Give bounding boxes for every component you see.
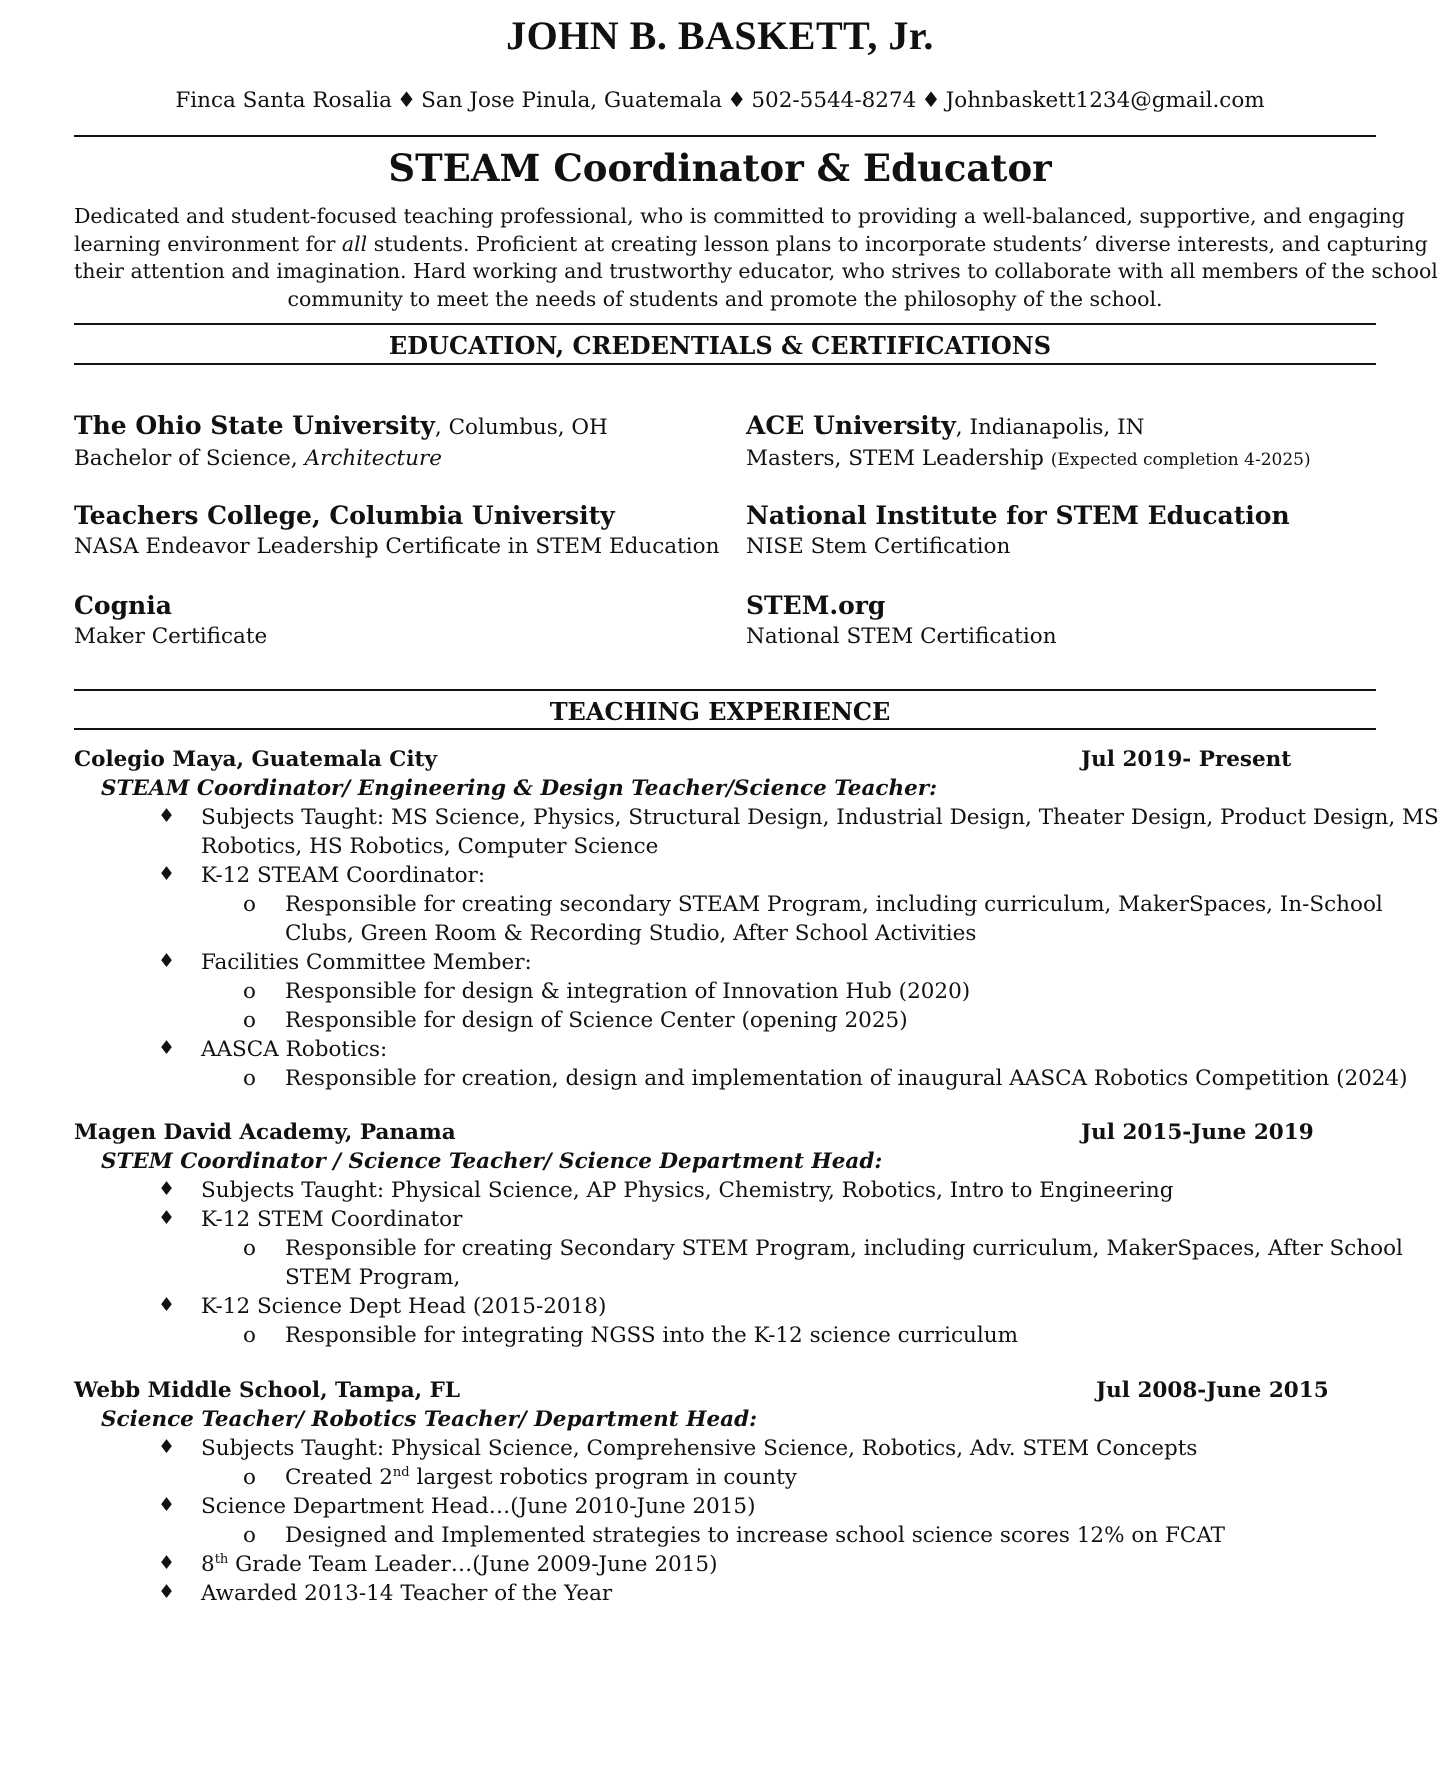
sub-bullet-text: Responsible for creating secondary STEAM Program, including curriculum, MakerSpaces, In-School: [285, 892, 1383, 917]
bullet-item: [74, 1581, 1376, 1610]
school-name: National Institute for STEM Education: [746, 501, 1290, 530]
sub-bullet-item: [74, 892, 1383, 921]
sub-bullet-text: [285, 1465, 797, 1490]
bullet-item: [74, 1037, 1376, 1066]
school-name: The Ohio State University: [74, 411, 435, 440]
bullet-text: Science Department Head…(June 2010-June 2015): [201, 1494, 756, 1519]
bullet-text: Subjects Taught: Physical Science, AP Physics, Chemistry, Robotics, Intro to Engineering: [201, 1178, 1174, 1203]
bullet-item: [74, 1178, 1376, 1207]
text-part: largest robotics program in county: [409, 1465, 797, 1490]
summary-line: their attention and imagination. Hard working and trustworthy educator, who strives to collaborate with all members of the school: [74, 259, 1438, 283]
circle-bullet-icon: o: [243, 1523, 256, 1548]
sub-bullet-continuation: [74, 1265, 1376, 1294]
credential: NISE Stem Certification: [746, 534, 1011, 559]
sub-bullet-text: Responsible for design & integration of Innovation Hub (2020): [285, 979, 971, 1004]
text-part: Grade Team Leader…(June 2009-June 2015): [228, 1552, 718, 1577]
diamond-bullet-icon: ♦: [158, 1178, 176, 1200]
job-dates: Jul 2015-June 2019: [1081, 1120, 1314, 1145]
divider: [74, 689, 1376, 691]
address-line-2: San Jose Pinula, Guatemala: [421, 88, 723, 113]
ordinal-suffix: nd: [392, 1464, 410, 1480]
candidate-name: JOHN B. BASKETT, Jr.: [506, 13, 934, 58]
sub-bullet-item: [74, 1523, 1376, 1552]
credential-note: (Expected completion 4-2025): [1050, 450, 1311, 470]
bullet-item: [74, 1207, 1376, 1236]
diamond-separator-icon: ♦: [396, 88, 417, 113]
diamond-bullet-icon: ♦: [158, 1207, 176, 1229]
diamond-bullet-icon: ♦: [158, 805, 176, 827]
text-part: 8: [201, 1552, 215, 1577]
bullet-text: [201, 1552, 717, 1577]
bullet-item: [74, 950, 1376, 979]
education-entry: [746, 500, 1290, 562]
education-entry: [746, 590, 1057, 652]
employer: Magen David Academy, Panama: [74, 1120, 456, 1145]
job-entry: [74, 1378, 1376, 1610]
bullet-item: [74, 863, 1376, 892]
diamond-separator-icon: ♦: [921, 88, 941, 113]
job-title: STEM Coordinator / Science Teacher/ Science Department Head:: [101, 1149, 883, 1174]
summary-text: learning environment for: [74, 231, 342, 256]
sub-bullet-text: Designed and Implemented strategies to increase school science scores 12% on FCAT: [285, 1523, 1226, 1548]
school-location: , Columbus, OH: [434, 415, 608, 440]
diamond-bullet-icon: ♦: [158, 950, 176, 972]
job-header: [74, 747, 1376, 776]
sub-bullet-item: [74, 1323, 1376, 1352]
circle-bullet-icon: o: [243, 1236, 256, 1261]
diamond-bullet-icon: ♦: [158, 1037, 176, 1059]
credential: NASA Endeavor Leadership Certificate in STEM Education: [74, 534, 720, 559]
job-title: Science Teacher/ Robotics Teacher/ Department Head:: [101, 1407, 758, 1432]
diamond-bullet-icon: ♦: [158, 1436, 176, 1458]
bullet-text: K-12 Science Dept Head (2015-2018): [201, 1294, 607, 1319]
diamond-bullet-icon: ♦: [158, 1581, 176, 1603]
job-entry: [74, 1120, 1403, 1352]
summary-line: community to meet the needs of students and promote the philosophy of the school.: [287, 286, 1163, 311]
sub-bullet-text: Responsible for integrating NGSS into the K-12 science curriculum: [285, 1323, 1019, 1348]
divider: [74, 728, 1376, 730]
sub-bullet-text: Responsible for creating Secondary STEM Program, including curriculum, MakerSpaces, After School: [285, 1236, 1403, 1261]
job-header: [74, 1120, 1376, 1149]
sub-bullet-continuation: [74, 921, 1376, 950]
education-entry: [746, 410, 1311, 476]
education-entry: [74, 410, 608, 474]
job-title: STEAM Coordinator/ Engineering & Design Teacher/Science Teacher:: [101, 776, 938, 801]
divider: [74, 135, 1376, 137]
circle-bullet-icon: o: [243, 1008, 256, 1033]
bullet-text: Subjects Taught: MS Science, Physics, Structural Design, Industrial Design, Theater Design, Product Design, MS: [201, 805, 1439, 830]
contact-line: [0, 88, 1440, 113]
school-name: ACE University: [746, 411, 956, 440]
section-title-education: EDUCATION, CREDENTIALS & CERTIFICATIONS: [388, 331, 1052, 360]
summary-text: students. Proficient at creating lesson plans to incorporate students’ diverse interests, and capturing: [367, 231, 1428, 256]
circle-bullet-icon: o: [243, 1323, 256, 1348]
credential: Maker Certificate: [74, 624, 268, 649]
bullet-text: K-12 STEM Coordinator: [201, 1207, 463, 1232]
sub-bullet-item: [74, 1066, 1408, 1095]
sub-bullet-text: Clubs, Green Room & Recording Studio, After School Activities: [285, 921, 977, 946]
job-entry: [74, 747, 1439, 1095]
bullet-text: Subjects Taught: Physical Science, Comprehensive Science, Robotics, Adv. STEM Concepts: [201, 1436, 1198, 1461]
sub-bullet-text: Responsible for creation, design and implementation of inaugural AASCA Robotics Competition (2024): [285, 1066, 1408, 1091]
sub-bullet-text: Responsible for design of Science Center (opening 2025): [285, 1008, 908, 1033]
email-address: Johnbaskett1234@gmail.com: [945, 88, 1265, 113]
credential-field: Architecture: [304, 446, 443, 471]
phone-number: 502-5544-8274: [751, 88, 917, 113]
employer: Colegio Maya, Guatemala City: [74, 747, 437, 772]
bullet-item: [74, 805, 1439, 834]
summary-line: Dedicated and student-focused teaching professional, who is committed to providing a well-balanced, supportive, and engaging: [74, 204, 1405, 228]
circle-bullet-icon: o: [243, 1066, 256, 1091]
bullet-text: K-12 STEAM Coordinator:: [201, 863, 486, 888]
education-entry: [74, 590, 267, 652]
divider: [74, 323, 1376, 325]
credential: Bachelor of Science,: [74, 446, 305, 471]
circle-bullet-icon: o: [243, 892, 256, 917]
bullet-item: [74, 1294, 1376, 1323]
credential: Masters, STEM Leadership: [746, 446, 1051, 471]
section-title-experience: TEACHING EXPERIENCE: [549, 697, 891, 726]
headline: STEAM Coordinator & Educator: [388, 146, 1052, 190]
bullet-text: AASCA Robotics:: [201, 1037, 388, 1062]
education-entry: [74, 500, 719, 562]
summary-emphasis: all: [341, 231, 368, 256]
sub-bullet-text: STEM Program,: [285, 1265, 461, 1290]
bullet-text: Awarded 2013-14 Teacher of the Year: [201, 1581, 613, 1606]
job-header: [74, 1378, 1376, 1407]
sub-bullet-item: [74, 979, 1376, 1008]
bullet-text: Robotics, HS Robotics, Computer Science: [201, 834, 659, 859]
bullet-item: [74, 1494, 1376, 1523]
circle-bullet-icon: o: [243, 1465, 256, 1490]
diamond-bullet-icon: ♦: [158, 1494, 176, 1516]
diamond-bullet-icon: ♦: [158, 1552, 176, 1574]
credential: National STEM Certification: [746, 624, 1057, 649]
school-name: Cognia: [74, 591, 172, 620]
bullet-text: Facilities Committee Member:: [201, 950, 532, 975]
diamond-bullet-icon: ♦: [158, 1294, 176, 1316]
divider: [74, 363, 1376, 365]
text-part: Created 2: [285, 1465, 393, 1490]
address-line-1: Finca Santa Rosalia: [175, 88, 392, 113]
bullet-item: [74, 1436, 1376, 1465]
school-location: , Indianapolis, IN: [955, 415, 1145, 440]
job-dates: Jul 2019- Present: [1081, 747, 1292, 772]
sub-bullet-item: [74, 1236, 1403, 1265]
ordinal-suffix: th: [214, 1551, 229, 1567]
school-name: Teachers College, Columbia University: [74, 501, 615, 530]
bullet-item: [74, 1552, 1376, 1581]
diamond-bullet-icon: ♦: [158, 863, 176, 885]
summary-paragraph: [74, 203, 1438, 313]
sub-bullet-item: [74, 1465, 1376, 1494]
circle-bullet-icon: o: [243, 979, 256, 1004]
bullet-continuation: [74, 834, 1376, 863]
diamond-separator-icon: ♦: [727, 88, 747, 113]
sub-bullet-item: [74, 1008, 1376, 1037]
job-dates: Jul 2008-June 2015: [1096, 1378, 1329, 1403]
summary-line: [74, 231, 1428, 259]
school-name: STEM.org: [746, 591, 886, 620]
employer: Webb Middle School, Tampa, FL: [74, 1378, 460, 1403]
